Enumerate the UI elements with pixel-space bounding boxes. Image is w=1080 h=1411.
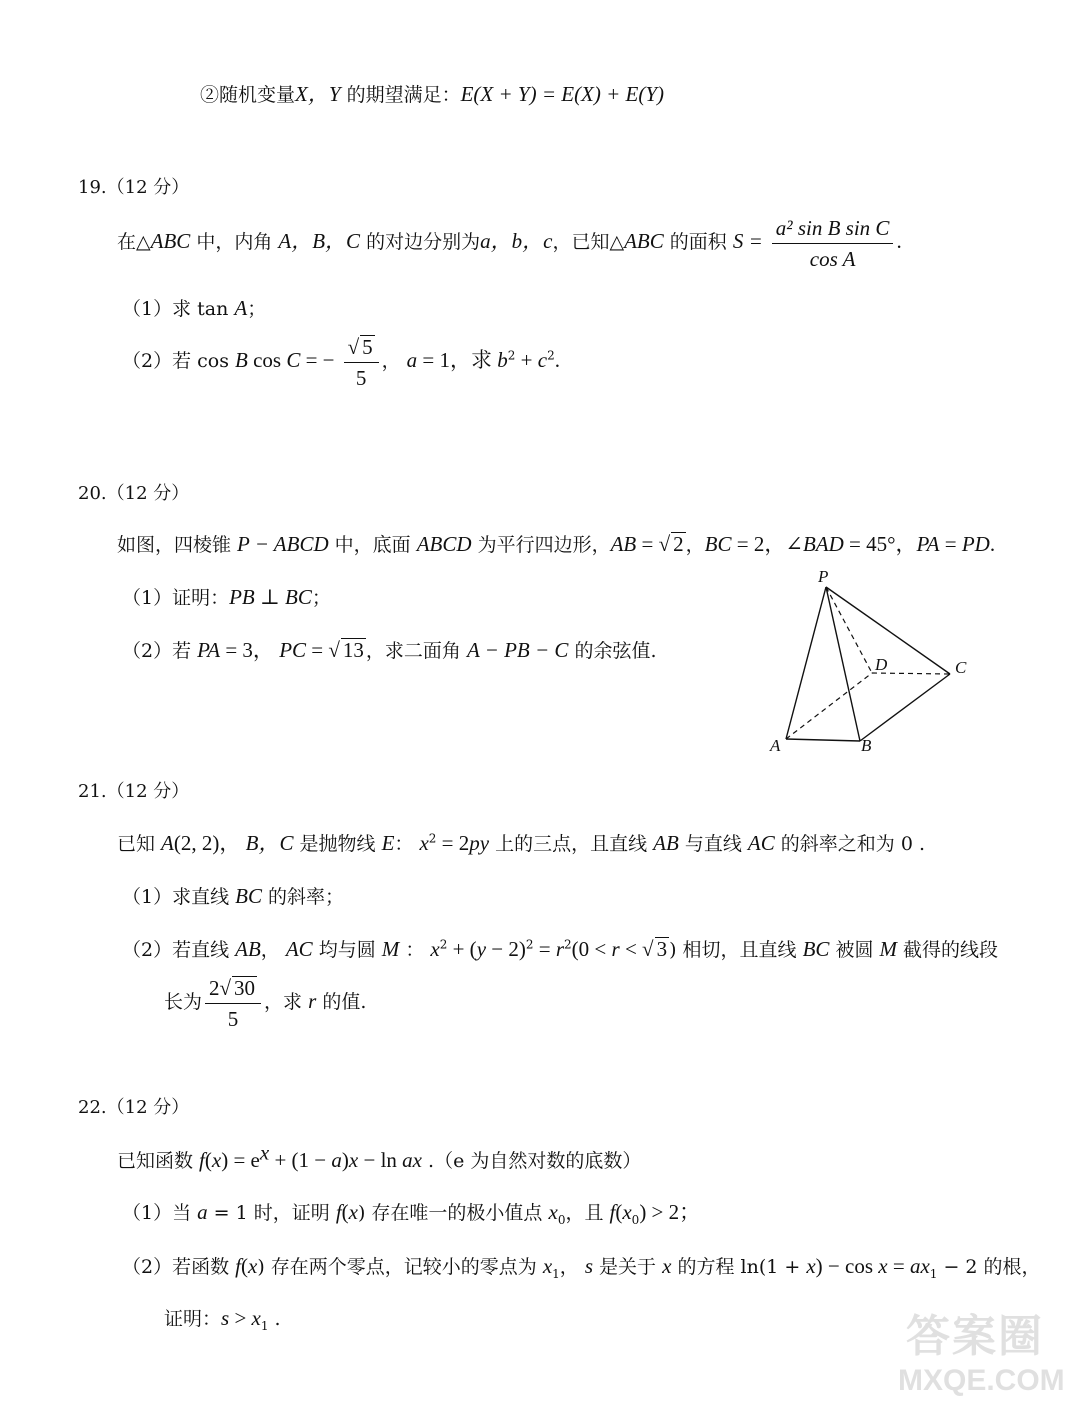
q20-part2: （2）若 PA = 3， PC = √ 13 ，求二面角 A − PB − C 的余弦值. — [122, 638, 657, 662]
edge-AD — [786, 673, 872, 739]
watermark-logo — [876, 1298, 1076, 1408]
q19-header: 19.（12 分） — [78, 177, 190, 198]
q21-part1: （1）求直线 BC 的斜率； — [122, 884, 345, 908]
q19-area-fraction: $\frac{\text{a² sin B sin C}}{\text{cos A}}$ — [772, 215, 894, 272]
q19-part2: （2）若 cos B cos C = − $\frac{√ 5}{5}$ ， a = 1，求 $b^2 + c^2$. — [122, 334, 560, 390]
q20-part1: （1）证明：PB ⊥ BC； — [122, 585, 331, 609]
edge-BC — [860, 674, 950, 741]
label-C: C — [955, 658, 967, 677]
q21-length-fraction: $\frac{2√ 30}{5}$ — [205, 975, 261, 1032]
edge-PA — [786, 587, 826, 739]
q18-expectation-formula: E(X + Y) = E(X) + E(Y) — [460, 82, 665, 106]
q21-part2-line2: 长为 $\frac{2√ 30}{5}$ ，求 r 的值. — [164, 975, 367, 1031]
edge-PB — [826, 587, 860, 741]
label-P: P — [818, 567, 829, 586]
q19-cos-fraction: $\frac{√ 5}{5}$ — [344, 334, 379, 391]
q22-part1: （1）当 a = 1 时，证明 f(x) 存在唯一的极小值点 $x_0$，且 $f(x_0) > 2$； — [122, 1200, 701, 1227]
q18-item2: ②随机变量X，Y 的期望满足：E(X + Y) = E(X) + E(Y) — [200, 82, 665, 106]
q22-part2: （2）若函数 f(x) 存在两个零点，记较小的零点为 $x_1$， s 是关于 x 的方程 $\ln(1 + x) - \cos x = ax_1 - 2$ 的根， — [122, 1254, 1041, 1281]
q20-header: 20.（12 分） — [78, 483, 190, 504]
q22-header: 22.（12 分） — [78, 1097, 190, 1118]
label-B: B — [861, 736, 872, 755]
edge-PC — [826, 587, 950, 674]
edge-PD — [826, 587, 872, 673]
q22-part2-line2: 证明：$s > x_1$ . — [164, 1306, 281, 1333]
label-D: D — [875, 655, 888, 674]
q22-stem: 已知函数 $f(x) = e^x + (1 - a)x - \ln$ ax .（e 为自然对数的底数） — [117, 1140, 642, 1172]
q19-part1: （1）求 tan A； — [122, 296, 267, 320]
q21-part2: （2）若直线 AB， AC 均与圆 M ： $x^2 + (y - 2)^2 = r^2(0 < r$ < √ 3 ) 相切，且直线 BC 被圆 M 截得的线段 — [122, 937, 999, 961]
q20-stem: 如图，四棱锥 P − ABCD 中，底面 ABCD 为平行四边形，AB = √ 2 ，BC = 2，∠BAD = 45°，PA = PD. — [117, 532, 996, 556]
q21-stem: 已知 A(2, 2)， B，C 是抛物线 E： $x^2 = 2py$ 上的三点，且直线 AB 与直线 AC 的斜率之和为 0 . — [117, 831, 926, 855]
edge-AB — [786, 739, 860, 741]
pyramid-figure — [764, 566, 984, 766]
watermark-top: 答案圈 — [906, 1312, 1044, 1361]
q19-stem: 在△ABC 中，内角 A，B，C 的对边分别为a，b，c，已知△ABC 的面积 S = $\frac{\text{a² sin B sin C}}{\text{cos A}}$ . — [117, 215, 902, 271]
watermark-bottom: MXQE.COM — [898, 1364, 1065, 1397]
q21-header: 21.（12 分） — [78, 781, 190, 802]
label-A: A — [770, 736, 781, 755]
